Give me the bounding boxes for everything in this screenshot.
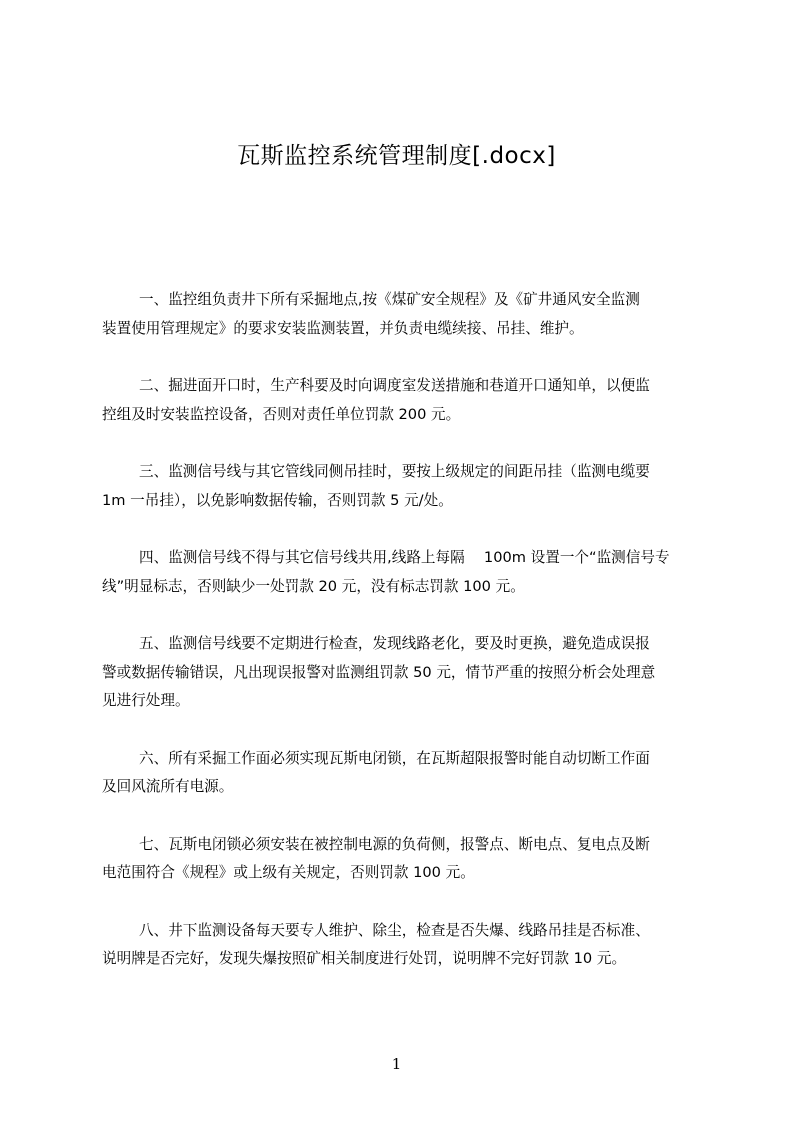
paragraph-line: 装置使用管理规定》的要求安装监测装置，并负责电缆续接、吊挂、维护。 <box>102 319 584 337</box>
page-number: 1 <box>391 1055 402 1073</box>
paragraph-line: 四、监测信号线不得与其它信号线共用,线路上每隔 100m 设置一个“监测信号专 <box>139 549 670 566</box>
paragraph-line: 控组及时安装监控设备，否则对责任单位罚款 200 元。 <box>102 405 461 423</box>
paragraph-line: 说明牌是否完好，发现失爆按照矿相关制度进行处罚，说明牌不完好罚款 10 元。 <box>102 950 627 967</box>
paragraph-line: 见进行处理。 <box>102 692 190 709</box>
paragraph-line: 八、井下监测设备每天要专人维护、除尘，检查是否失爆、线路吊挂是否标准、 <box>139 921 650 939</box>
paragraph-line: 1m 一吊挂），以免影响数据传输，否则罚款 5 元/处。 <box>102 491 453 509</box>
paragraph-6 <box>102 745 702 802</box>
paragraph-line: 五、监测信号线要不定期进行检查，发现线路老化，要及时更换，避免造成误报 <box>139 635 650 652</box>
paragraph-5 <box>102 630 702 716</box>
paragraph-line: 三、监测信号线与其它管线同侧吊挂时，要按上级规定的间距吊挂（监测电缆要 <box>139 463 650 480</box>
paragraph-line: 六、所有采掘工作面必须实现瓦斯电闭锁，在瓦斯超限报警时能自动切断工作面 <box>139 749 650 767</box>
paragraph-1 <box>102 286 702 343</box>
paragraph-3 <box>102 458 702 515</box>
paragraph-8 <box>102 917 702 974</box>
paragraph-line: 一、监控组负责井下所有采掘地点,按《煤矿安全规程》及《矿井通风安全监测 <box>139 291 640 308</box>
paragraph-line: 二、掘进面开口时，生产科要及时向调度室发送措施和巷道开口通知单，以便监 <box>139 377 650 394</box>
paragraph-4 <box>102 544 702 601</box>
document-title: 瓦斯监控系统管理制度[.docx] <box>237 143 556 169</box>
document-body <box>102 286 702 974</box>
paragraph-line: 警或数据传输错误，凡出现误报警对监测组罚款 50 元，情节严重的按照分析会处理意 <box>102 663 656 681</box>
paragraph-line: 七、瓦斯电闭锁必须安装在被控制电源的负荷侧，报警点、断电点、复电点及断 <box>139 835 650 853</box>
paragraph-7 <box>102 831 702 888</box>
paragraph-line: 线”明显标志，否则缺少一处罚款 20 元，没有标志罚款 100 元。 <box>102 577 525 595</box>
paragraph-2 <box>102 372 702 429</box>
paragraph-line: 电范围符合《规程》或上级有关规定，否则罚款 100 元。 <box>102 864 475 881</box>
paragraph-line: 及回风流所有电源。 <box>102 778 234 795</box>
